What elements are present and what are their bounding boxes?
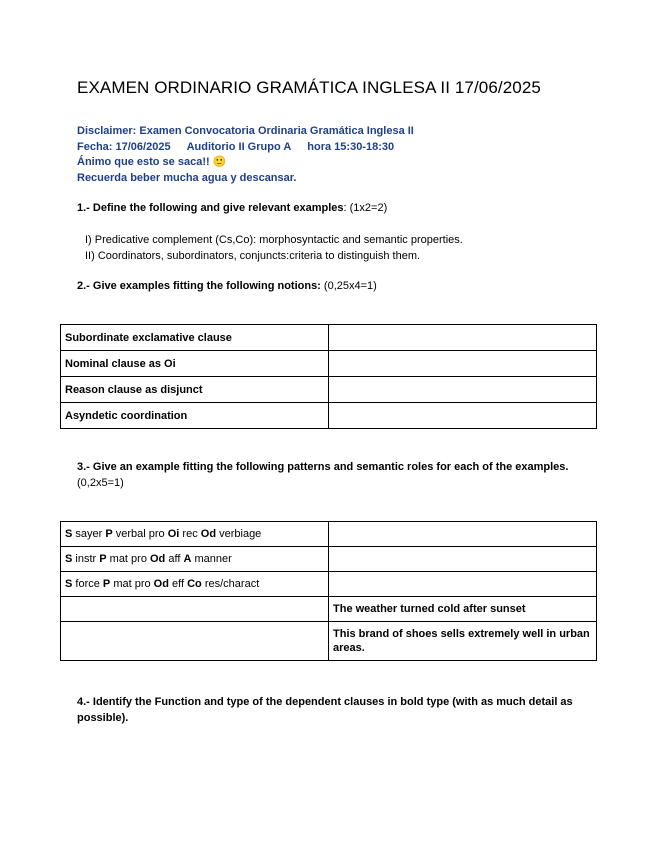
answer-cell[interactable] [329, 403, 597, 429]
exam-time: hora 15:30-18:30 [307, 140, 395, 153]
pattern-cell: S instr P mat pro Od aff A manner [61, 547, 329, 572]
question-1-heading [77, 200, 387, 216]
table-row [61, 351, 597, 377]
answer-cell[interactable] [329, 547, 597, 572]
table-row [61, 325, 597, 351]
example-cell: This brand of shoes sells extremely well in urban areas. [329, 622, 597, 661]
answer-cell[interactable] [329, 325, 597, 351]
disclaimer-line: Disclaimer: Examen Convocatoria Ordinaria Gramática Inglesa II [77, 125, 414, 137]
question-2-table [60, 324, 597, 429]
question-1-score: : (1x2=2) [343, 202, 388, 214]
table-row [61, 622, 597, 661]
question-3-heading [77, 459, 577, 491]
exam-room: Auditorio II Grupo A [186, 140, 292, 153]
notion-cell: Subordinate exclamative clause [61, 325, 329, 351]
answer-cell[interactable] [329, 572, 597, 597]
table-row [61, 522, 597, 547]
notion-cell: Reason clause as disjunct [61, 377, 329, 403]
question-3-score: (0,2x5=1) [77, 477, 124, 489]
question-3-text: 3.- Give an example fitting the following patterns and semantic roles for each of the examples. [77, 461, 569, 473]
exam-info-line [77, 140, 414, 156]
question-1-item: II) Coordinators, subordinators, conjuncts:criteria to distinguish them. [85, 250, 421, 262]
question-2-text: 2.- Give examples fitting the following notions: [77, 280, 321, 292]
encouragement-line: Ánimo que esto se saca!! 🙂 [77, 156, 227, 168]
question-4-heading [77, 694, 577, 726]
question-3-table [60, 521, 597, 661]
advice-line: Recuerda beber mucha agua y descansar. [77, 171, 297, 184]
question-2-heading [77, 278, 377, 294]
table-row [61, 597, 597, 622]
table-row [61, 403, 597, 429]
exam-date: Fecha: 17/06/2025 [77, 140, 171, 153]
question-2-score: (0,25x4=1) [320, 280, 377, 292]
table-row [61, 572, 597, 597]
answer-cell[interactable] [61, 622, 329, 661]
answer-cell[interactable] [329, 522, 597, 547]
pattern-cell: S sayer P verbal pro Oi rec Od verbiage [61, 522, 329, 547]
notion-cell: Asyndetic coordination [61, 403, 329, 429]
notion-cell: Nominal clause as Oi [61, 351, 329, 377]
disclaimer-block [77, 124, 414, 186]
question-1-text: 1.- Define the following and give relevant examples [77, 202, 344, 214]
question-1-items [85, 232, 463, 264]
answer-cell[interactable] [329, 351, 597, 377]
answer-cell[interactable] [329, 377, 597, 403]
question-1-item: I) Predicative complement (Cs,Co): morphosyntactic and semantic properties. [85, 234, 463, 246]
example-cell: The weather turned cold after sunset [329, 597, 597, 622]
table-row [61, 547, 597, 572]
table-row [61, 377, 597, 403]
question-4-text: 4.- Identify the Function and type of the dependent clauses in bold type (with as much detail as possible). [77, 696, 573, 724]
pattern-cell: S force P mat pro Od eff Co res/charact [61, 572, 329, 597]
exam-title: EXAMEN ORDINARIO GRAMÁTICA INGLESA II 17/06/2025 [77, 78, 541, 97]
answer-cell[interactable] [61, 597, 329, 622]
